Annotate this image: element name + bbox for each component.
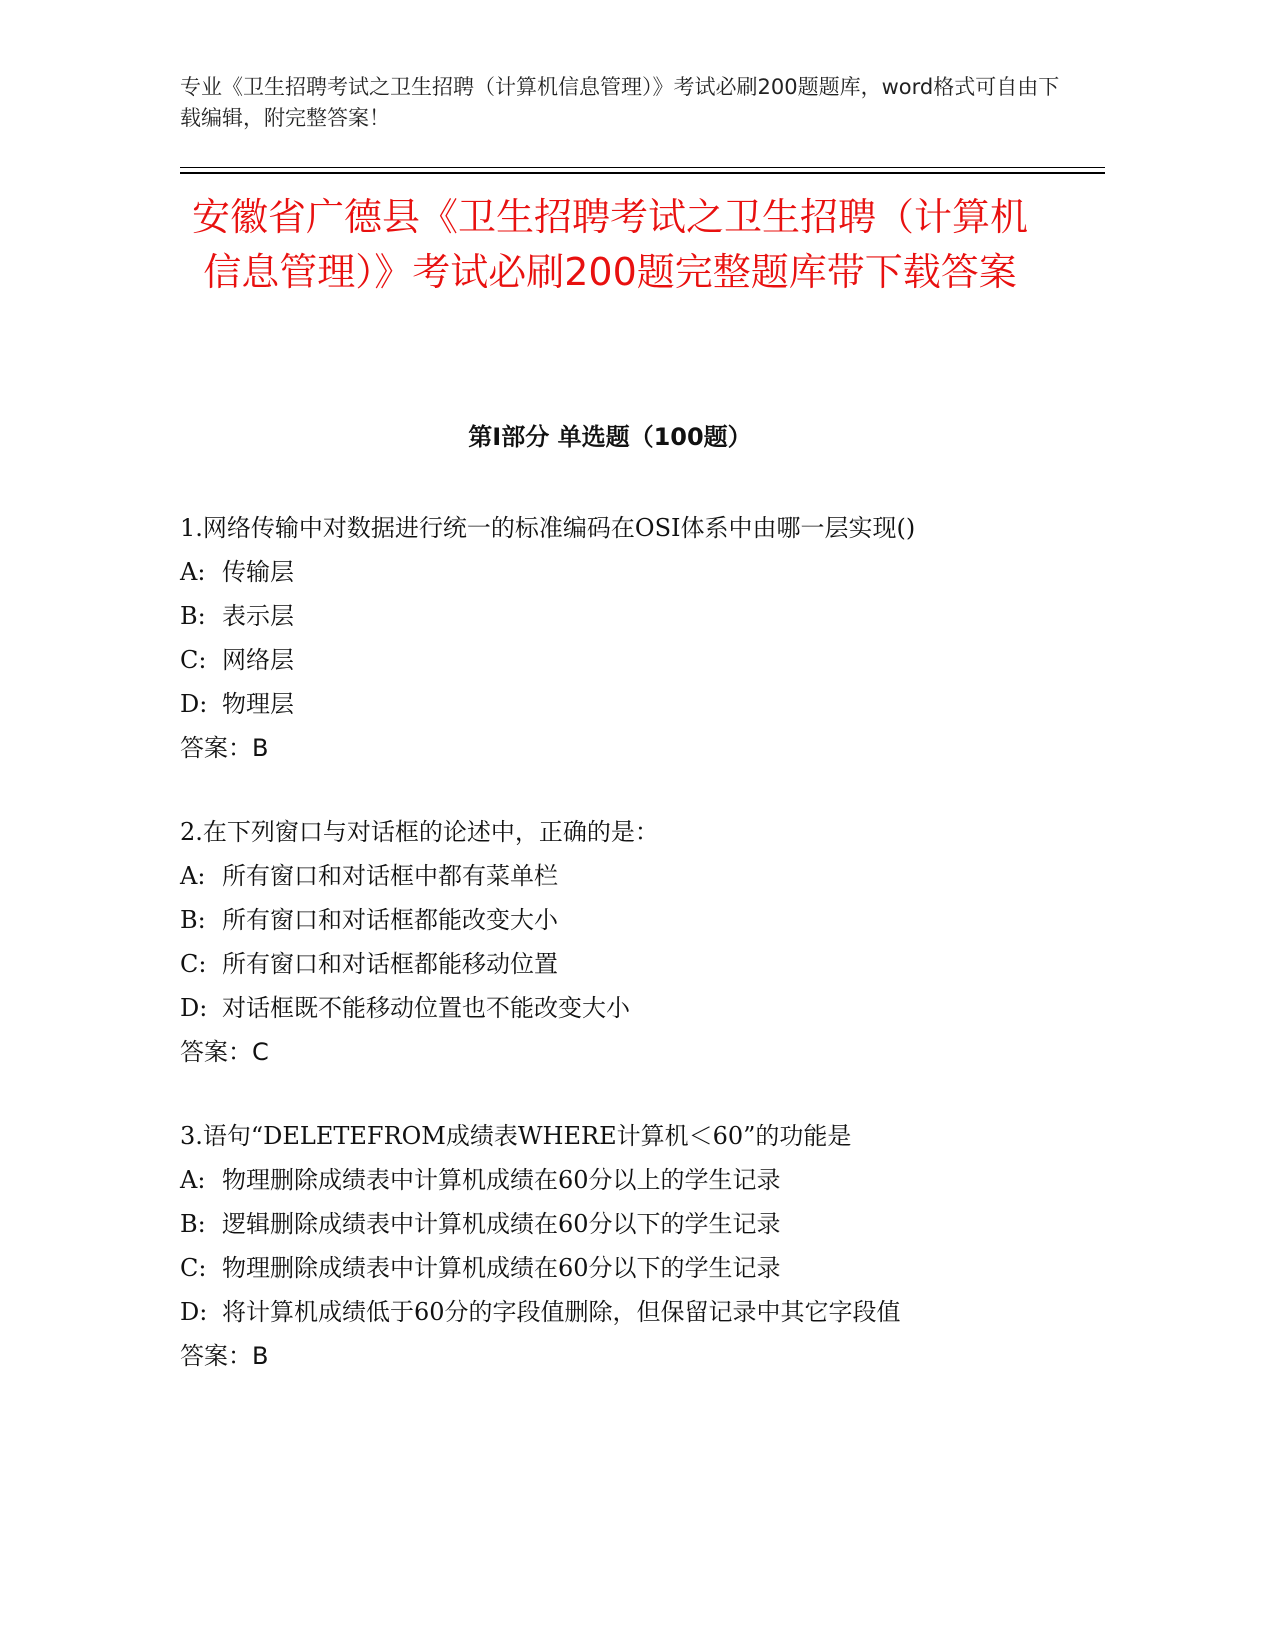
option-c — [180, 638, 1040, 682]
option-b — [180, 898, 1040, 942]
option-key: A: — [180, 1166, 206, 1194]
question-text: 3.语句“DELETEFROM成绩表WHERE计算机＜60”的功能是 — [180, 1122, 852, 1150]
question-2 — [180, 810, 1040, 1074]
option-d — [180, 1290, 1040, 1334]
option-c — [180, 942, 1040, 986]
answer: 答案：B — [180, 734, 269, 762]
option-c — [180, 1246, 1040, 1290]
answer: 答案：C — [180, 1038, 269, 1066]
option-text: 所有窗口和对话框都能移动位置 — [222, 950, 558, 978]
question-text: 1.网络传输中对数据进行统一的标准编码在OSI体系中由哪一层实现() — [180, 514, 916, 542]
header-divider-thick — [180, 172, 1105, 174]
option-a — [180, 854, 1040, 898]
option-key: C: — [180, 1254, 207, 1282]
option-key: D: — [180, 1298, 208, 1326]
option-a — [180, 550, 1040, 594]
document-title: 安徽省广德县《卫生招聘考试之卫生招聘（计算机信息管理）》考试必刷200题完整题库带下载答案 — [191, 195, 1028, 294]
header-divider-thin — [180, 167, 1105, 168]
option-text: 网络层 — [222, 646, 294, 674]
option-text: 物理删除成绩表中计算机成绩在60分以下的学生记录 — [222, 1254, 781, 1282]
option-d — [180, 682, 1040, 726]
option-key: D: — [180, 690, 208, 718]
option-d — [180, 986, 1040, 1030]
option-text: 逻辑删除成绩表中计算机成绩在60分以下的学生记录 — [222, 1210, 781, 1238]
question-3 — [180, 1114, 1040, 1378]
option-b — [180, 594, 1040, 638]
option-text: 物理删除成绩表中计算机成绩在60分以上的学生记录 — [222, 1166, 781, 1194]
question-1 — [180, 506, 1040, 770]
section-heading: 第I部分 单选题（100题） — [468, 423, 752, 451]
question-text: 2.在下列窗口与对话框的论述中，正确的是： — [180, 818, 659, 846]
header-note: 专业《卫生招聘考试之卫生招聘（计算机信息管理）》考试必刷200题题库，word格式可自由下载编辑，附完整答案！ — [180, 75, 1060, 130]
option-key: B: — [180, 1210, 206, 1238]
answer: 答案：B — [180, 1342, 269, 1370]
option-a — [180, 1158, 1040, 1202]
option-b — [180, 1202, 1040, 1246]
option-key: A: — [180, 558, 206, 586]
option-text: 对话框既不能移动位置也不能改变大小 — [222, 994, 630, 1022]
option-text: 表示层 — [222, 602, 294, 630]
option-text: 物理层 — [222, 690, 294, 718]
option-key: B: — [180, 602, 206, 630]
option-text: 所有窗口和对话框都能改变大小 — [222, 906, 558, 934]
option-key: D: — [180, 994, 208, 1022]
option-key: C: — [180, 646, 207, 674]
option-text: 传输层 — [222, 558, 294, 586]
option-key: C: — [180, 950, 207, 978]
option-text: 所有窗口和对话框中都有菜单栏 — [222, 862, 558, 890]
question-list — [180, 506, 1040, 1418]
option-text: 将计算机成绩低于60分的字段值删除，但保留记录中其它字段值 — [222, 1298, 901, 1326]
option-key: A: — [180, 862, 206, 890]
option-key: B: — [180, 906, 206, 934]
